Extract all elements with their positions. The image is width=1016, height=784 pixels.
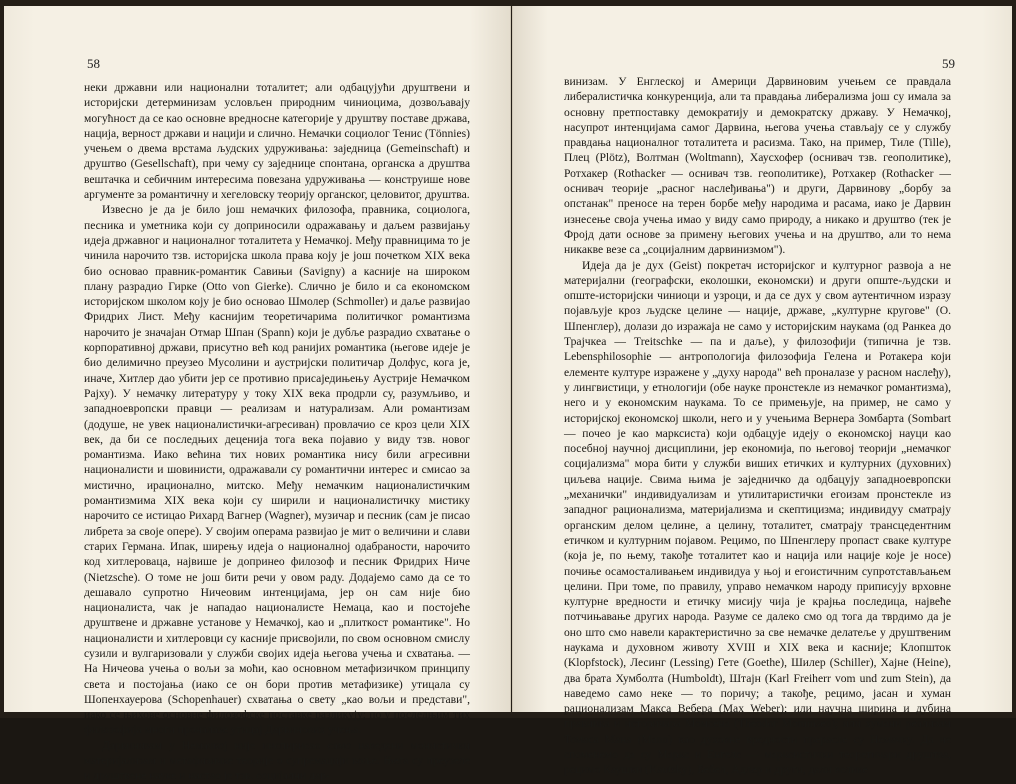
page-number: 59 (942, 56, 955, 71)
page-number: 58 (87, 56, 100, 71)
right-page (512, 6, 1012, 777)
paragraph: Идеја да је дух (Geist) покретач историјског и културног развоја а не материјални (географски, еколошки, економски) и други опште-људски и опште-историјски чиниоци и узроци, и да се дух у свом аутентичном изразу појављује кроз људске целине — нације, државе, „културне кругове" (О. Шпенглер), долази до изражаја не само у историјским наукама (од Ранкеа до Трајчкеа — Treitschke — па и даље), у филозофији (типична је тзв. Lebensphilosophie — антропологија филозофија Гелена и Ротакера који елементе културе изражене у „духу народа" већ проналазе у расном наслеђу), у лингвистици, у етнологији (обе науке пронстекле из немачког романтизма), него и у економским наукама. То се примењује, на пример, не само у историјској економској школи, него и у учењима Вернера Зомбарта (Sombart — почео је као марксиста) који одбацује идеју о економској науци као посебној научној дисциплини, јер економија, по његовој теорији „немачког социјализма" мора бити у служби виших етичких и културних (духовних) циљева нације. Свима њима је заједничко да одбацују западноевропски „механички" индивидуализам и утилитаристички егоизам пронстекле из западног рационализма, материјализма и скептицизма; индивидуу сматрају органским делом целине, а целину, тоталитет, сматрају трансцедентним етичком и културним појавом. Рецимо, по Шпенглеру пропаст сваке културе (која је, по њему, такође тоталитет као и нација или нације које је носе) почиње осамосталивањем индивидуа у њој и егоистичним супротстављањем целини. При томе, по правилу, управо немачком народу приписују врховне културне вредности и етичку мисију чија је крајња последица, највеће потчињавање других народа. Разуме се далеко смо од тога да тврдимо да је оно што смо навели карактеристично за све немачке делатеље у друштвеним наукама и духовном животу XVIII и XIX века и касније; Клопшток (Klopfstock), Лесинг (Lessing) Гете (Goethe), Шилер (Schiller), Хајне (Heine), два брата Хумболта (Humboldt), Штајн (Karl Freiherr vom und zum Stein), да наведемо само неке — то поричу; а такође, рецимо, јасан и хуман рационализам Макса Вебера (Max Weber); или научна ширина и дубина правника и историчара Момсена (Theodor Mommsen); или хумани реализам Томаса Мана (Mann) као духовне вредности прерасле су Немачку. Да не споменемо да су Маркс и Енгелс — марксистички теоретичари друштва, рецимо Каушки (Kautsky), Бебел, Адлер и други, дали велике (564, 258, 951, 777)
paragraph: Дарвинизам у Немачкој није инспирисао само наведени монистички материјализам и метафизичке теорије о супремацији воље. Њега су преузеле и друштвене науке и настао је тзв. социјални дар- (84, 738, 470, 783)
left-page (4, 6, 511, 783)
paragraph: неки државни или национални тоталитет; али одбацујући друштвени и историјски детерминизам условљен природним чиниоцима, дозвољавају могућност да се као основне вредносне категорије у друштву поставе држава, нација, верност држави и нацији и слично. Немачки социолог Тенис (Tönnies) учењем о двема врстама људских удруживања: заједница (Gemeinschaft) и друштво (Gesellschaft), при чему су заједнице спонтана, органска а друштва вештачка и себичним интересима повезана удруживања — конструише нове аргументе за романтичну и хегеловску теорију органског, целовитог, друштва. (84, 81, 470, 202)
page-body (84, 80, 470, 784)
page-body (564, 74, 951, 778)
paragraph: Извесно је да је било још немачких филозофа, правника, социолога, песника и уметника који су доприносили одражавању и даљем развијању идеја државног и националног тоталитета у Немачкој. Међу правницима то је чинила нарочито тзв. историјска школа права коју је још почетком XIX века био основао правник-романтик Савињи (Savigny) а касније на широком плану разрадио Гирке (Otto von Gierke). Слично је било и са економском историјском школом коју је био основао Шмолер (Schmoller) и даље развијао Фридрих Лист. Међу каснијим теоретичарима политичког романтизма нарочито је значајан Отмар Шпан (Spann) који је дубље разрадио схватање о корпоративној држави, присутно већ код ранијих романтика (његове идеје је био делимично преузео Мусолини и аустријски политичар Долфус, кога је, иначе, Хитлер дао убити јер се противио присаједињењу Аустрије Немачком Рајху). У немачку литературу у току XIX века продрли су, разумљиво, и западноевропски правци — реализам и натурализам. Али романтизам (додуше, не увек националистички-агресиван) провлачио се кроз цели XIX век, да би се последњих деценија тога века појавио у виду тзв. новог романтизма. Иако већина тих нових романтика нису били агресивни националисти и шовинисти, одражавали су романтични интерес и смисао за мистично, ирационално, митско. Међу немачким националистичким романтизмима XIX века који су ширили и националистичку мистику нарочито се истицао Рихард Вагнер (Wagner), музичар и песник (сам је писао либрета за своје опере). У својим операма развијао је мит о величини и слави старих Германа. Ипак, ширењу идеја о националној одабраности, нарочито код хитлероваца, највише је допринео филозоф и песник Фридрих Ниче (Nietzsche). О томе не још бити речи у овом раду. Додајемо само да се то дешавало супротно Ничеовим интенцијама, јер он сам није био националиста, чак је нападао националисте Немаца, као и постојеће друштвене и државне установе у Немачкој, као и „плиткост романтике". Но националисти и хитлеровци су касније присвојили, по свом основном смислу сузили и вулгаризовали у служби својих идеја његова учења и схватања. — На Ничеова учења о вољи за моћи, као основном метафизичком принципу света и постојања (иако се он бори против метафизике) утицала су Шопенхауерова (Schopenhauer) схватања о свету „као вољи и представи", иако се њихове основне филозофске поставке разликују; по у последњим тих филозофија многи проналазе утицај Дарвинових учења. (84, 203, 470, 737)
paragraph: винизам. У Енглеској и Америци Дарвиновим учењем се правдала либералистичка конкуренција, али та правдања либерализма још су имала за основну претпоставку демократију и демократску државу. У Немачкој, насупрот интенцијама самог Дарвина, његова учења стављају се у службу правдања националног тоталитета и расизма. Тако, на пример, Тиле (Tille), Плец (Plötz), Волтман (Woltmann), Хаусхофер (оснивач тзв. геополитике), Ротхакер (Rothacker — оснивач тзв. геополитике), Ротхакер (Rothacker — оснивач теорије „расног наслеђивања") и други, Дарвинову „борбу за опстанак" преносе на терен борбе међу народима и расама, иако је Дарвин изнесење своја учења имао у виду само природу, а никако и друштво (тек је Фрoјд дати основе за примену његових учења и на друштво, али то нема никакве везе са „социјалним дарвинизмом"). (564, 75, 951, 257)
